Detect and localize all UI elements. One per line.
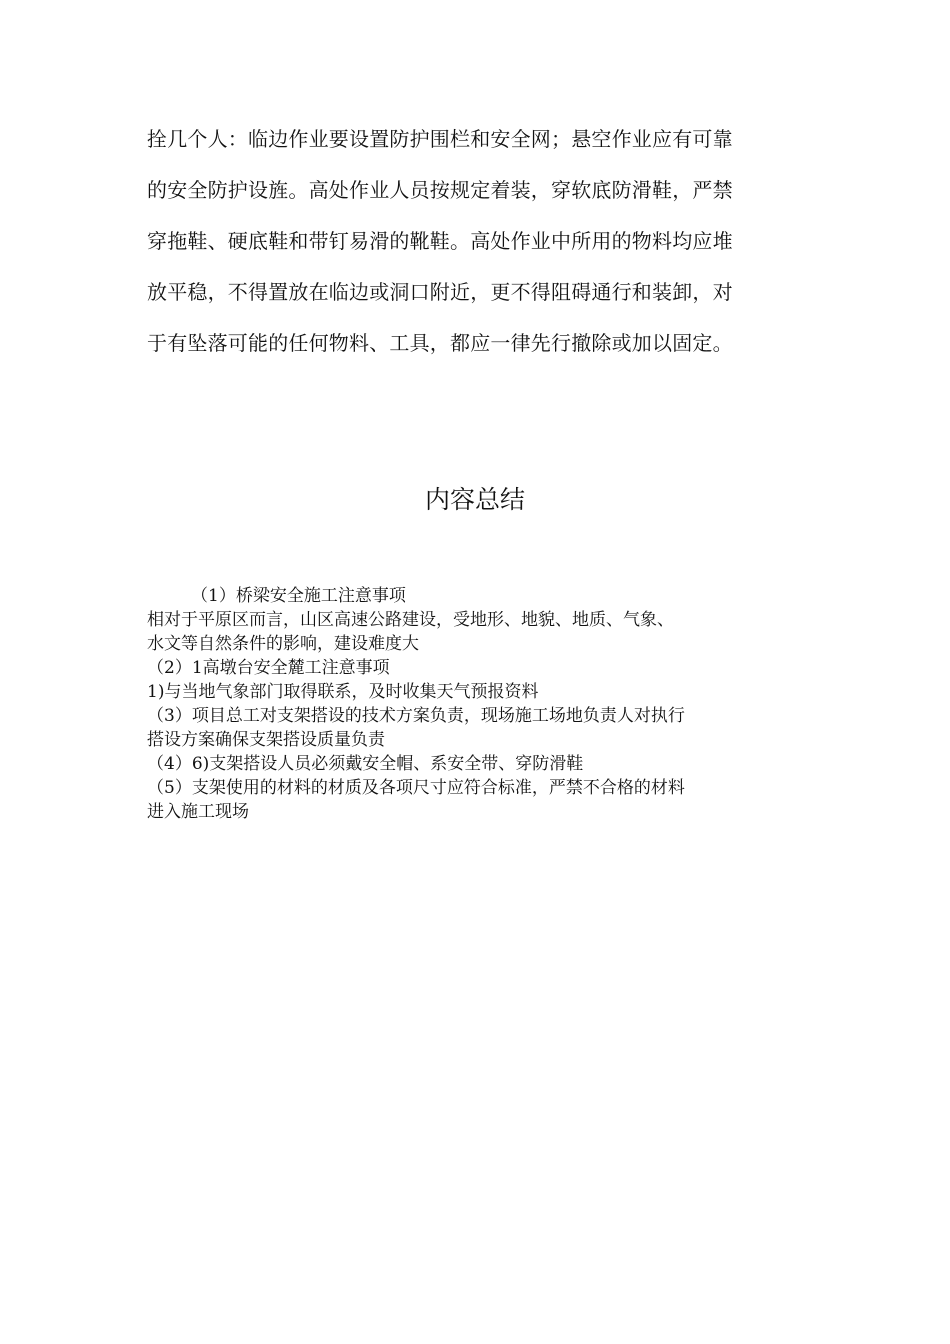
body-line: 的安全防护设旌。高处作业人员按规定着装，穿软底防滑鞋，严禁 bbox=[147, 178, 733, 202]
body-line: 拴几个人：临边作业要设置防护围栏和安全网；悬空作业应有可靠 bbox=[147, 127, 733, 151]
summary-line: 相对于平原区而言，山区高速公路建设，受地形、地貌、地质、气象、 bbox=[147, 610, 674, 630]
summary-line: （3）项目总工对支架搭设的技术方案负责，现场施工场地负责人对执行 bbox=[147, 706, 685, 726]
summary-line: 进入施工现场 bbox=[147, 802, 249, 822]
summary-line: （2）1高墩台安全麓工注意事项 bbox=[147, 658, 390, 678]
body-paragraph bbox=[147, 114, 807, 369]
body-line: 穿拖鞋、硬底鞋和带钉易滑的靴鞋。高处作业中所用的物料均应堆 bbox=[147, 229, 733, 253]
body-line: 放平稳，不得置放在临边或洞口附近，更不得阻碍通行和装卸，对 bbox=[147, 280, 733, 304]
summary-line: 水文等自然条件的影响，建设难度大 bbox=[147, 634, 419, 654]
body-line: 于有坠落可能的任何物料、工具，都应一律先行撤除或加以固定。 bbox=[147, 331, 733, 355]
summary-title: 内容总结 bbox=[424, 485, 525, 514]
summary-line: （5）支架使用的材料的材质及各项尺寸应符合标准，严禁不合格的材料 bbox=[147, 778, 685, 798]
summary-line: 1)与当地气象部门取得联系，及时收集天气预报资料 bbox=[147, 682, 539, 702]
summary-list bbox=[147, 584, 817, 824]
summary-line: （4）6)支架搭设人员必须戴安全帽、系安全带、穿防滑鞋 bbox=[147, 754, 584, 774]
summary-line: 搭设方案确保支架搭设质量负责 bbox=[147, 730, 385, 750]
summary-line: （1）桥梁安全施工注意事项 bbox=[191, 586, 406, 606]
